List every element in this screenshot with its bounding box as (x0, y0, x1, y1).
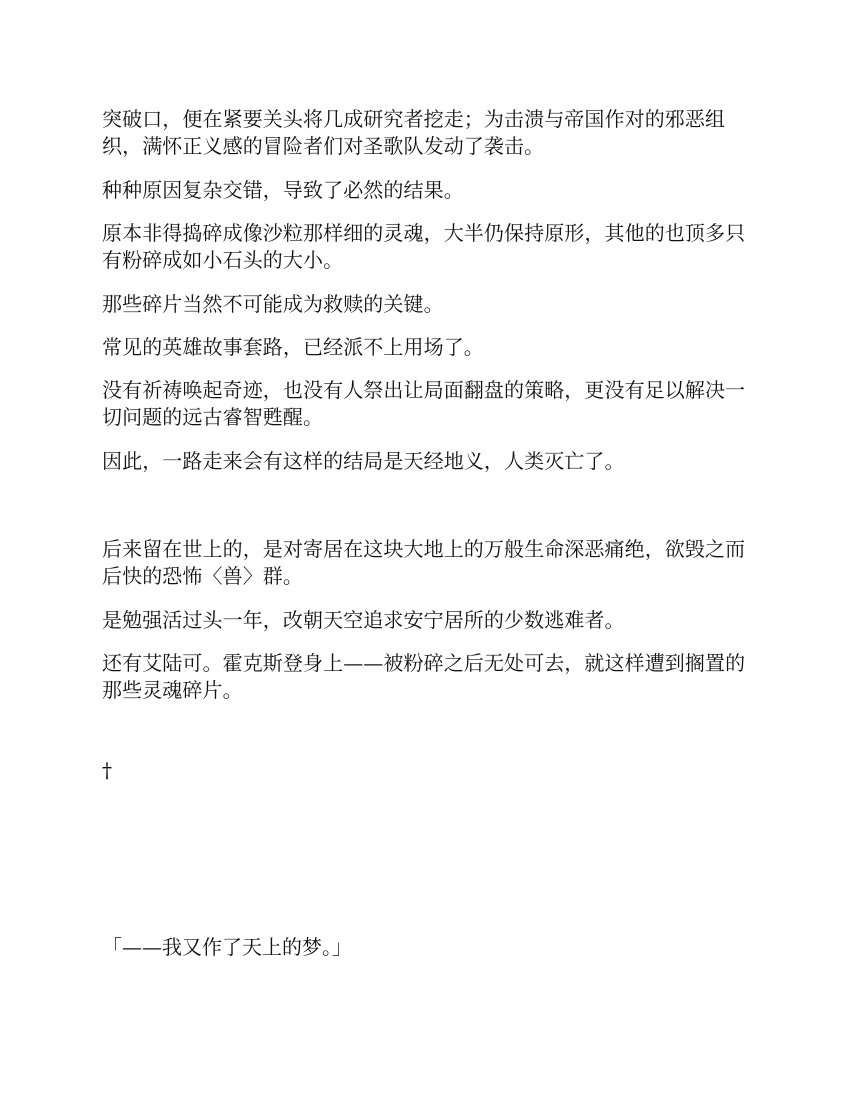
paragraph-4: 那些碎片当然不可能成为救赎的关键。 (102, 292, 444, 316)
paragraph-10: 还有艾陆可。霍克斯登身上——被粉碎之后无处可去，就这样遭到搁置的那些灵魂碎片。 (102, 651, 746, 702)
paragraph-7: 因此，一路走来会有这样的结局是天经地义，人类灭亡了。 (102, 449, 625, 473)
paragraph-2: 种种原因复杂交错，导致了必然的结果。 (102, 178, 464, 202)
paragraph-6: 没有祈祷唤起奇迹，也没有人祭出让局面翻盘的策略，更没有足以解决一切问题的远古睿智甦醒。 (102, 378, 746, 429)
closing-quote: 「——我又作了天上的梦。」 (102, 935, 352, 959)
paragraph-3: 原本非得捣碎成像沙粒那样细的灵魂，大半仍保持原形，其他的也顶多只有粉碎成如小石头的大小。 (102, 221, 746, 272)
paragraph-5: 常见的英雄故事套路，已经派不上用场了。 (102, 335, 484, 359)
paragraph-8: 后来留在世上的，是对寄居在这块大地上的万般生命深恶痛绝，欲毁之而后快的恐怖〈兽〉群。 (102, 537, 746, 588)
section-separator: † (102, 758, 112, 782)
paragraph-1: 突破口，便在紧要关头将几成研究者挖走；为击溃与帝国作对的邪恶组织，满怀正义感的冒险者们对圣歌队发动了袭击。 (102, 107, 726, 158)
paragraph-9: 是勉强活过头一年，改朝天空追求安宁居所的少数逃难者。 (102, 608, 625, 632)
